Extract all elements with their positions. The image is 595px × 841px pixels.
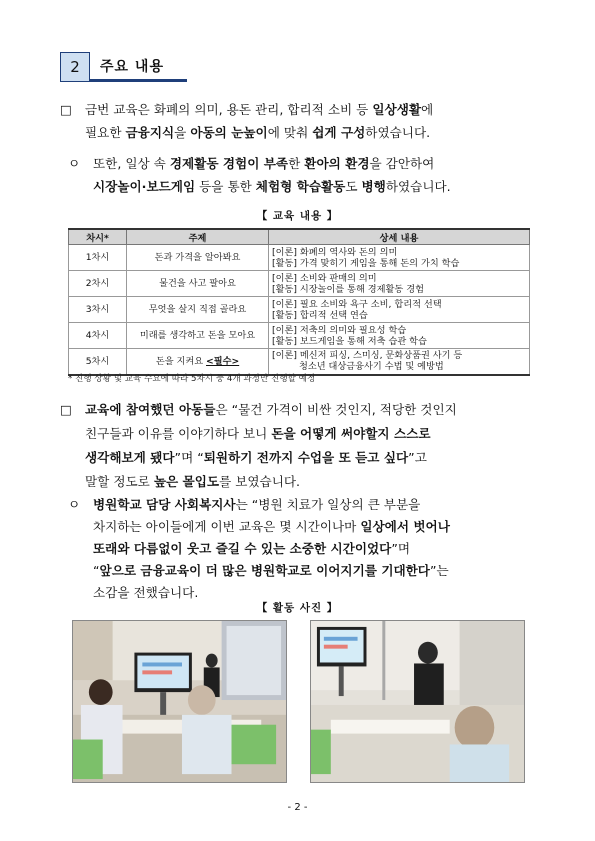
cell-session: 4차시 xyxy=(69,323,127,349)
para4-line2: 차지하는 아이들에게 이번 교육은 몇 시간이나마 일상에서 벗어나 xyxy=(93,519,450,534)
cell-session: 5차시 xyxy=(69,349,127,375)
cell-session: 1차시 xyxy=(69,245,127,271)
activity-photo-2 xyxy=(310,620,525,783)
para2-line1: 또한, 일상 속 경제활동 경험이 부족한 환아의 환경을 감안하여 xyxy=(93,156,435,171)
cell-session: 2차시 xyxy=(69,271,127,297)
para4-line3: 또래와 다름없이 웃고 즐길 수 있는 소중한 시간이었다”며 xyxy=(93,541,411,556)
table-row xyxy=(69,323,530,349)
activity-photo-1 xyxy=(72,620,287,783)
table-row xyxy=(69,271,530,297)
photos-caption: 【 활동 사진 】 xyxy=(256,602,339,614)
para3-line3: 생각해보게 됐다”며 “퇴원하기 전까지 수업을 또 듣고 싶다”고 xyxy=(85,450,427,465)
para3-line1: 교육에 참여했던 아동들은 “물건 가격이 비싼 것인지, 적당한 것인지 xyxy=(85,402,457,417)
para2-line2: 시장놀이·보드게임 등을 통한 체험형 학습활동도 병행하였습니다. xyxy=(93,179,451,194)
paragraph-2 xyxy=(68,152,543,198)
cell-topic: 물건을 사고 팔아요 xyxy=(127,271,269,297)
header-topic: 주제 xyxy=(127,229,269,245)
paragraph-3 xyxy=(60,398,540,494)
table-caption: 【 교육 내용 】 xyxy=(256,210,339,222)
cell-detail: [이론] 저축의 의미와 필요성 학습 [활동] 보드게임을 통해 저축 습관 학습 xyxy=(269,323,530,349)
circle-bullet: ㅇ xyxy=(68,156,81,171)
section-number: 2 xyxy=(60,52,90,82)
cell-detail: [이론] 소비와 판매의 의미 [활동] 시장놀이를 통해 경제활동 경험 xyxy=(269,271,530,297)
table-note: * 진행 상황 및 교육 수요에 따라 5차시 중 4개 과정만 진행할 예정 xyxy=(68,374,316,384)
cell-topic: 돈을 지켜요 <필수> xyxy=(127,349,269,375)
header-session: 차시* xyxy=(69,229,127,245)
table-header-row xyxy=(69,229,530,245)
para3-line4: 말할 정도로 높은 몰입도를 보였습니다. xyxy=(85,474,301,489)
required-tag: <필수> xyxy=(206,355,240,367)
para4-line5: 소감을 전했습니다. xyxy=(93,585,199,600)
square-bullet: □ xyxy=(60,102,72,117)
para4-line4: “앞으로 금융교육이 더 많은 병원학교로 이어지기를 기대한다”는 xyxy=(93,563,449,578)
table-row xyxy=(69,297,530,323)
cell-topic: 미래를 생각하고 돈을 모아요 xyxy=(127,323,269,349)
para4-line1: 병원학교 담당 사회복지사는 “병원 치료가 일상의 큰 부분을 xyxy=(93,497,421,512)
header-detail: 상세 내용 xyxy=(269,229,530,245)
para1-line2: 필요한 금융지식을 아동의 눈높이에 맞춰 쉽게 구성하였습니다. xyxy=(85,125,431,140)
paragraph-1 xyxy=(60,98,540,144)
para1-line1: 금번 교육은 화폐의 의미, 용돈 관리, 합리적 소비 등 일상생활에 xyxy=(85,102,434,117)
square-bullet: □ xyxy=(60,402,72,417)
cell-session: 3차시 xyxy=(69,297,127,323)
para3-line2: 친구들과 이유를 이야기하다 보니 돈을 어떻게 써야할지 스스로 xyxy=(85,426,431,441)
cell-topic: 무엇을 살지 직접 골라요 xyxy=(127,297,269,323)
section-title: 주요 내용 xyxy=(90,52,187,82)
education-table xyxy=(68,228,530,376)
section-header xyxy=(60,52,187,82)
circle-bullet: ㅇ xyxy=(68,497,81,512)
cell-topic: 돈과 가격을 알아봐요 xyxy=(127,245,269,271)
page-number: - 2 - xyxy=(287,802,308,813)
table-row xyxy=(69,245,530,271)
cell-detail: [이론] 메신저 피싱, 스미싱, 문화상품권 사기 등 청소년 대상금융사기 수법 및 예방법 xyxy=(269,349,530,375)
cell-detail: [이론] 필요 소비와 욕구 소비, 합리적 선택 [활동] 합리적 선택 연습 xyxy=(269,297,530,323)
cell-detail: [이론] 화폐의 역사와 돈의 의미 [활동] 가격 맞히기 게임을 통해 돈의 가치 학습 xyxy=(269,245,530,271)
table-row xyxy=(69,349,530,375)
paragraph-4 xyxy=(68,494,543,604)
